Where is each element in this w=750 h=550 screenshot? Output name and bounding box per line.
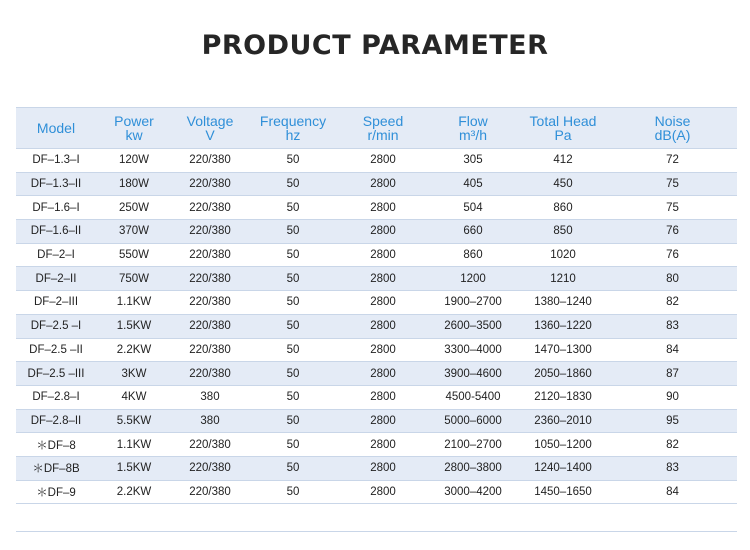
cell-voltage: 220/380	[189, 225, 231, 238]
cell-model: DF–2–I	[37, 249, 75, 262]
cell-power: 2.2KW	[116, 485, 152, 498]
cell-power: 4KW	[121, 391, 147, 404]
cell-power: 120W	[118, 154, 150, 167]
cell-flow: 2100–2700	[444, 438, 502, 451]
table-row	[16, 149, 737, 173]
header-unit: kw	[125, 127, 143, 143]
cell-power: 180W	[118, 178, 150, 191]
cell-noise: 75	[666, 178, 679, 191]
cell-model: DF–1.3–I	[32, 154, 80, 167]
cell-model: DF–2–III	[33, 296, 79, 309]
header-unit: hz	[285, 127, 301, 143]
header-noise	[608, 108, 737, 148]
cell-noise: 82	[666, 296, 679, 309]
cell-frequency: 50	[286, 367, 300, 380]
cell-total-head: 850	[553, 225, 573, 238]
cell-total-head: 412	[553, 154, 573, 167]
parameter-table	[16, 107, 737, 504]
cell-frequency: 50	[286, 225, 300, 238]
header-total-head	[518, 108, 608, 148]
cell-voltage: 220/380	[189, 249, 231, 262]
header-label: Power	[114, 113, 154, 129]
cell-model: DF–1.6–I	[32, 201, 80, 214]
cell-frequency: 50	[286, 296, 300, 309]
cell-flow: 4500-5400	[445, 391, 501, 404]
cell-noise: 84	[666, 343, 679, 356]
cell-total-head: 1240–1400	[534, 462, 592, 475]
table-row	[16, 433, 737, 457]
cell-model: DF–2.5 –III	[27, 367, 85, 380]
cell-speed: 2800	[370, 249, 396, 262]
cell-flow: 504	[463, 201, 483, 214]
cell-total-head: 860	[553, 201, 573, 214]
cell-speed: 2800	[370, 178, 396, 191]
cell-power: 1.1KW	[116, 296, 152, 309]
cell-frequency: 50	[286, 462, 300, 475]
cell-flow: 405	[463, 178, 483, 191]
cell-flow: 3900–4600	[444, 367, 502, 380]
cell-voltage: 380	[200, 391, 220, 404]
cell-speed: 2800	[370, 343, 396, 356]
cell-speed: 2800	[370, 296, 396, 309]
cell-power: 1.5KW	[116, 320, 152, 333]
cell-speed: 2800	[370, 272, 396, 285]
cell-flow: 860	[463, 249, 483, 262]
cell-frequency: 50	[286, 414, 300, 427]
cell-total-head: 2120–1830	[534, 391, 592, 404]
table-row	[16, 315, 737, 339]
header-label: Noise	[654, 113, 691, 129]
cell-noise: 83	[666, 462, 679, 475]
table-row	[16, 244, 737, 268]
cell-voltage: 220/380	[189, 154, 231, 167]
header-model	[16, 108, 96, 148]
cell-total-head: 450	[553, 178, 573, 191]
cell-power: 1.1KW	[116, 438, 152, 451]
cell-voltage: 220/380	[189, 485, 231, 498]
cell-frequency: 50	[286, 343, 300, 356]
cell-flow: 660	[463, 225, 483, 238]
cell-noise: 82	[666, 438, 679, 451]
cell-flow: 1900–2700	[444, 296, 502, 309]
header-unit: V	[205, 127, 215, 143]
page-title: PRODUCT PARAMETER	[201, 30, 549, 61]
cell-speed: 2800	[370, 391, 396, 404]
cell-frequency: 50	[286, 320, 300, 333]
table-bottom-divider	[16, 531, 737, 532]
cell-total-head: 1020	[550, 249, 576, 262]
table-row	[16, 457, 737, 481]
cell-flow: 3000–4200	[444, 485, 502, 498]
cell-power: 3KW	[121, 367, 147, 380]
cell-frequency: 50	[286, 391, 300, 404]
cell-voltage: 220/380	[189, 320, 231, 333]
cell-frequency: 50	[286, 272, 300, 285]
cell-voltage: 220/380	[189, 343, 231, 356]
cell-frequency: 50	[286, 249, 300, 262]
header-label: Flow	[458, 113, 488, 129]
cell-frequency: 50	[286, 154, 300, 167]
cell-noise: 72	[666, 154, 679, 167]
table-row	[16, 267, 737, 291]
cell-noise: 76	[666, 249, 679, 262]
cell-model: DF–1.3–II	[30, 178, 82, 191]
header-speed	[338, 108, 428, 148]
cell-total-head: 1050–1200	[534, 438, 592, 451]
cell-flow: 5000–6000	[444, 414, 502, 427]
cell-model: ＊DF–9	[36, 486, 76, 499]
cell-model: DF–1.6–II	[30, 225, 82, 238]
cell-speed: 2800	[370, 320, 396, 333]
header-label: Model	[36, 120, 76, 136]
cell-speed: 2800	[370, 438, 396, 451]
table-row	[16, 386, 737, 410]
cell-power: 250W	[118, 201, 150, 214]
cell-voltage: 220/380	[189, 272, 231, 285]
table-row	[16, 481, 737, 505]
header-power	[96, 108, 172, 148]
cell-voltage: 380	[200, 414, 220, 427]
cell-flow: 1200	[460, 272, 486, 285]
cell-speed: 2800	[370, 462, 396, 475]
cell-total-head: 1450–1650	[534, 485, 592, 498]
cell-model: ＊DF–8	[36, 439, 76, 452]
cell-noise: 80	[666, 272, 679, 285]
table-header-row	[16, 108, 737, 149]
cell-model: DF–2–II	[35, 272, 77, 285]
cell-noise: 84	[666, 485, 679, 498]
header-label: Total Head	[529, 113, 597, 129]
cell-frequency: 50	[286, 485, 300, 498]
cell-voltage: 220/380	[189, 178, 231, 191]
header-label: Frequency	[259, 113, 327, 129]
cell-noise: 75	[666, 201, 679, 214]
cell-frequency: 50	[286, 178, 300, 191]
cell-power: 370W	[118, 225, 150, 238]
cell-model: ＊DF–8B	[32, 463, 80, 476]
cell-flow: 2600–3500	[444, 320, 502, 333]
header-unit: r/min	[367, 127, 399, 143]
cell-total-head: 1360–1220	[534, 320, 592, 333]
cell-power: 550W	[118, 249, 150, 262]
cell-power: 5.5KW	[116, 414, 152, 427]
cell-flow: 305	[463, 154, 483, 167]
cell-speed: 2800	[370, 485, 396, 498]
cell-speed: 2800	[370, 201, 396, 214]
header-label: Voltage	[186, 113, 234, 129]
cell-noise: 95	[666, 414, 679, 427]
cell-model: DF–2.5 –I	[30, 320, 82, 333]
cell-frequency: 50	[286, 438, 300, 451]
cell-total-head: 2050–1860	[534, 367, 592, 380]
cell-total-head: 1470–1300	[534, 343, 592, 356]
cell-voltage: 220/380	[189, 201, 231, 214]
cell-model: DF–2.8–I	[32, 391, 80, 404]
cell-speed: 2800	[370, 367, 396, 380]
header-voltage	[172, 108, 248, 148]
header-label: Speed	[362, 113, 404, 129]
table-row	[16, 173, 737, 197]
cell-noise: 83	[666, 320, 679, 333]
cell-speed: 2800	[370, 225, 396, 238]
cell-power: 1.5KW	[116, 462, 152, 475]
cell-speed: 2800	[370, 414, 396, 427]
table-row	[16, 339, 737, 363]
cell-power: 2.2KW	[116, 343, 152, 356]
cell-noise: 76	[666, 225, 679, 238]
header-flow	[428, 108, 518, 148]
table-row	[16, 220, 737, 244]
cell-speed: 2800	[370, 154, 396, 167]
cell-voltage: 220/380	[189, 367, 231, 380]
cell-total-head: 2360–2010	[534, 414, 592, 427]
table-row	[16, 410, 737, 434]
cell-noise: 90	[666, 391, 679, 404]
cell-model: DF–2.5 –II	[29, 343, 83, 356]
cell-flow: 2800–3800	[444, 462, 502, 475]
table-row	[16, 196, 737, 220]
cell-power: 750W	[118, 272, 150, 285]
table-row	[16, 291, 737, 315]
cell-voltage: 220/380	[189, 438, 231, 451]
table-body	[16, 149, 737, 504]
header-unit: dB(A)	[654, 127, 691, 143]
cell-voltage: 220/380	[189, 296, 231, 309]
table-row	[16, 362, 737, 386]
cell-model: DF–2.8–II	[30, 414, 82, 427]
cell-flow: 3300–4000	[444, 343, 502, 356]
cell-total-head: 1210	[550, 272, 576, 285]
cell-noise: 87	[666, 367, 679, 380]
cell-frequency: 50	[286, 201, 300, 214]
header-frequency	[248, 108, 338, 148]
header-unit: Pa	[554, 127, 572, 143]
cell-total-head: 1380–1240	[534, 296, 592, 309]
header-unit: m³/h	[459, 127, 487, 143]
cell-voltage: 220/380	[189, 462, 231, 475]
